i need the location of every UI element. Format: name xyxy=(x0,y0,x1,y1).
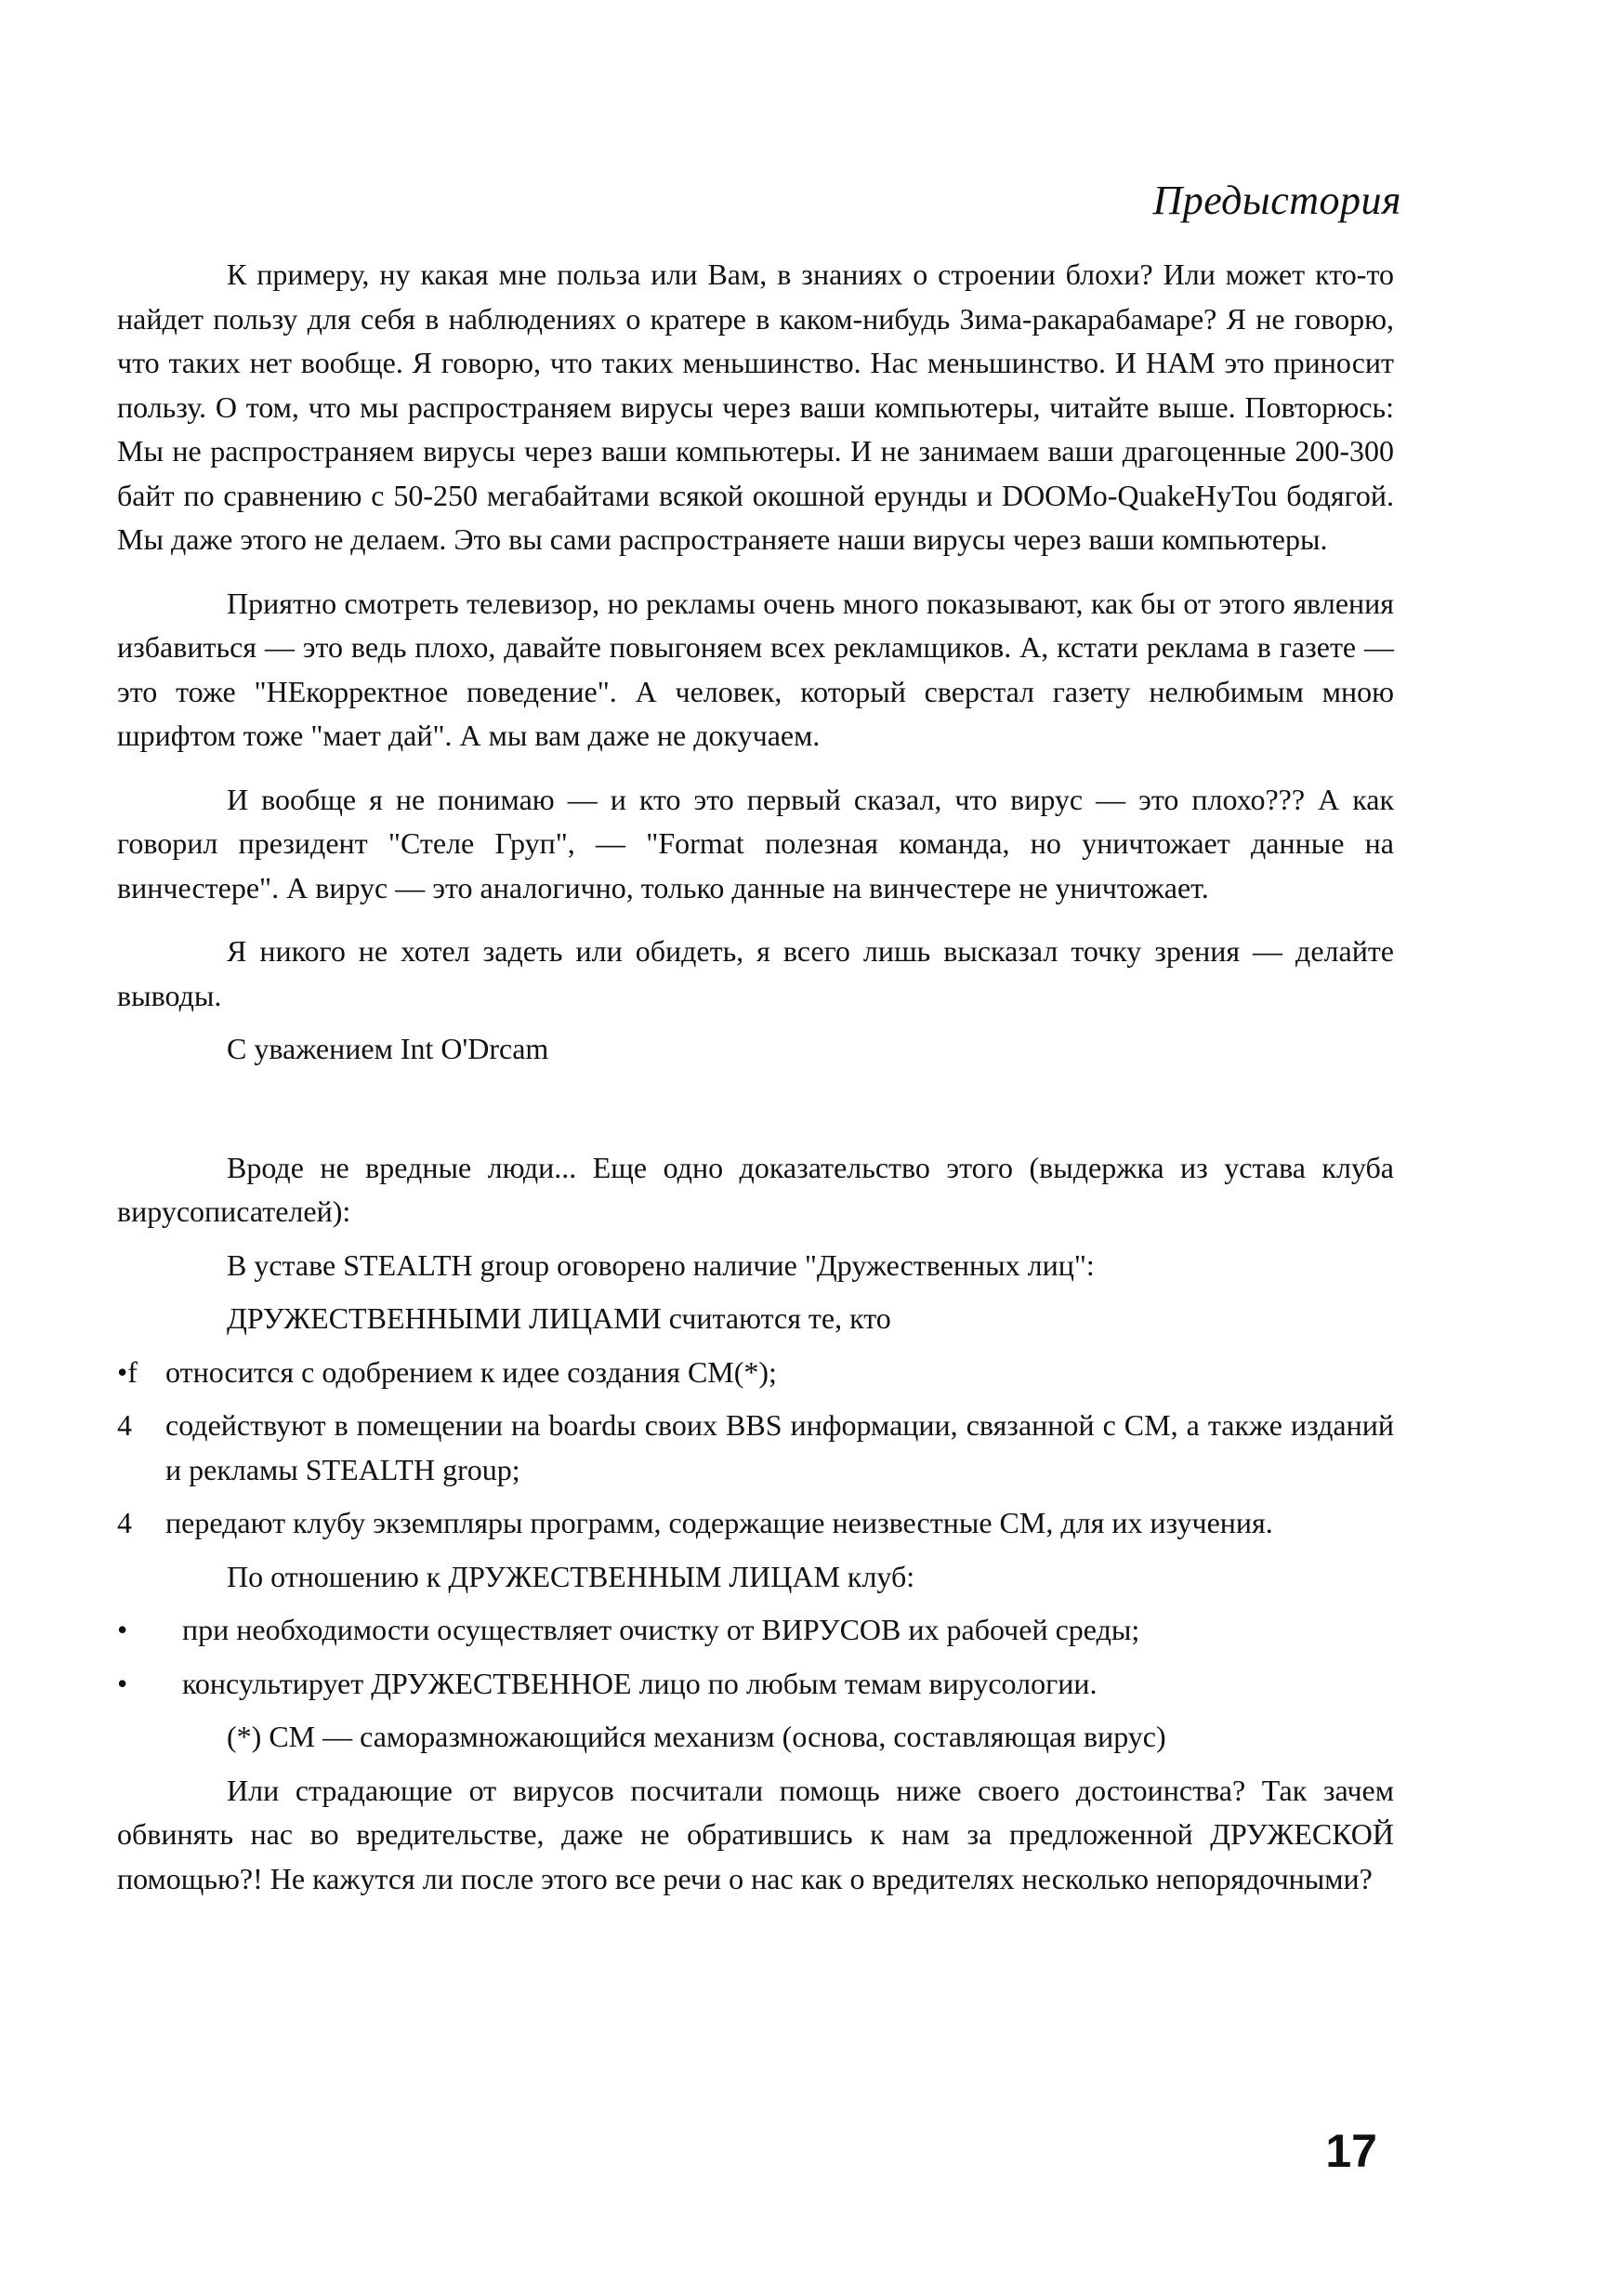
bullet-marker: • xyxy=(117,1613,128,1646)
list-item xyxy=(117,1662,1394,1707)
list-item xyxy=(117,1404,1394,1492)
paragraph-7: ДРУЖЕСТВЕННЫМИ ЛИЦАМИ считаются те, кто xyxy=(227,1301,891,1335)
list-item xyxy=(117,1608,1394,1653)
list-item-text: передают клубу экземпляры программ, содержащие неизвестные СМ, для их изучения. xyxy=(165,1506,1273,1539)
bullet-marker: •f xyxy=(117,1354,138,1389)
page-body xyxy=(117,253,1394,1920)
list-item-text: содействуют в помещении на boardы своих BBS информации, связанной с СМ, а также изданий и рекламы STEALTH group; xyxy=(165,1408,1394,1486)
bullet-marker: • xyxy=(117,1666,128,1700)
paragraph-4: Я никого не хотел задеть или обидеть, я всего лишь высказал точку зрения — делайте выводы. xyxy=(117,934,1394,1012)
paragraph-5: Вроде не вредные люди... Еще одно доказательство этого (выдержка из устава клуба вирусописателей): xyxy=(117,1150,1394,1228)
list-item xyxy=(117,1501,1394,1546)
footnote: (*) СМ — саморазмножающийся механизм (основа, составляющая вирус) xyxy=(227,1720,1166,1753)
paragraph-3: И вообще я не понимаю — и кто это первый сказал, что вирус — это плохо??? А как говорил президент "Стеле Груп", — "Format полезная команда, но уничтожает данные на винчестере". А вирус — это аналогично, только данные на винчестере не уничтожает. xyxy=(117,782,1394,904)
list-item xyxy=(117,1351,1394,1395)
signature: С уважением Int O'Drcam xyxy=(227,1032,549,1065)
list-item-text: при необходимости осуществляет очистку от ВИРУСОВ их рабочей среды; xyxy=(182,1613,1140,1646)
bullet-marker: 4 xyxy=(117,1506,132,1539)
list-item-text: консультирует ДРУЖЕСТВЕННОЕ лицо по любым темам вирусологии. xyxy=(182,1666,1098,1700)
list-item-text: относится с одобрением к идее создания СМ(*); xyxy=(165,1354,777,1389)
friendly-persons-list xyxy=(117,1351,1394,1546)
paragraph-6: В уставе STEALTH group оговорено наличие "Дружественных лиц": xyxy=(227,1247,1095,1282)
club-services-list xyxy=(117,1608,1394,1706)
paragraph-8: По отношению к ДРУЖЕСТВЕННЫМ ЛИЦАМ клуб: xyxy=(227,1559,915,1593)
paragraph-2: Приятно смотреть телевизор, но рекламы очень много показывают, как бы от этого явления избавиться — это ведь плохо, давайте повыгоняем всех рекламщиков. А, кстати реклама в газете — это тоже "НЕкорректное поведение". А человек, который сверстал газету нелюбимым мною шрифтом тоже "мает дай". А мы вам даже не докучаем. xyxy=(117,586,1394,752)
paragraph-1: К примеру, ну какая мне польза или Вам, в знаниях о строении блохи? Или может кто-то найдет пользу для себя в наблюдениях о кратере в каком-нибудь Зима-ракарабамаре? Я не говорю, что таких нет вообще. Я говорю, что таких меньшинство. Нас меньшинство. И НАМ это приносит пользу. О том, что мы распространяем вирусы через ваши компьютеры, читайте выше. Повторюсь: Мы не распространяем вирусы через ваши компьютеры. И не занимаем ваши драгоценные 200-300 байт по сравнению с 50-250 мегабайтами всякой окошной ерунды и DOOMo-QuakeHyTou бодягой. Мы даже этого не делаем. Это вы сами распространяете наши вирусы через ваши компьютеры. xyxy=(117,257,1394,556)
paragraph-9: Или страдающие от вирусов посчитали помощь ниже своего достоинства? Так зачем обвинять нас во вредительстве, даже не обратившись к нам за предложенной ДРУЖЕСКОЙ помощью?! Не кажутся ли после этого все речи о нас как о вредителях несколько непорядочными? xyxy=(117,1773,1394,1895)
running-header: Предыстория xyxy=(1152,178,1401,223)
bullet-marker: 4 xyxy=(117,1408,132,1442)
page-number: 17 xyxy=(1325,2125,1377,2177)
